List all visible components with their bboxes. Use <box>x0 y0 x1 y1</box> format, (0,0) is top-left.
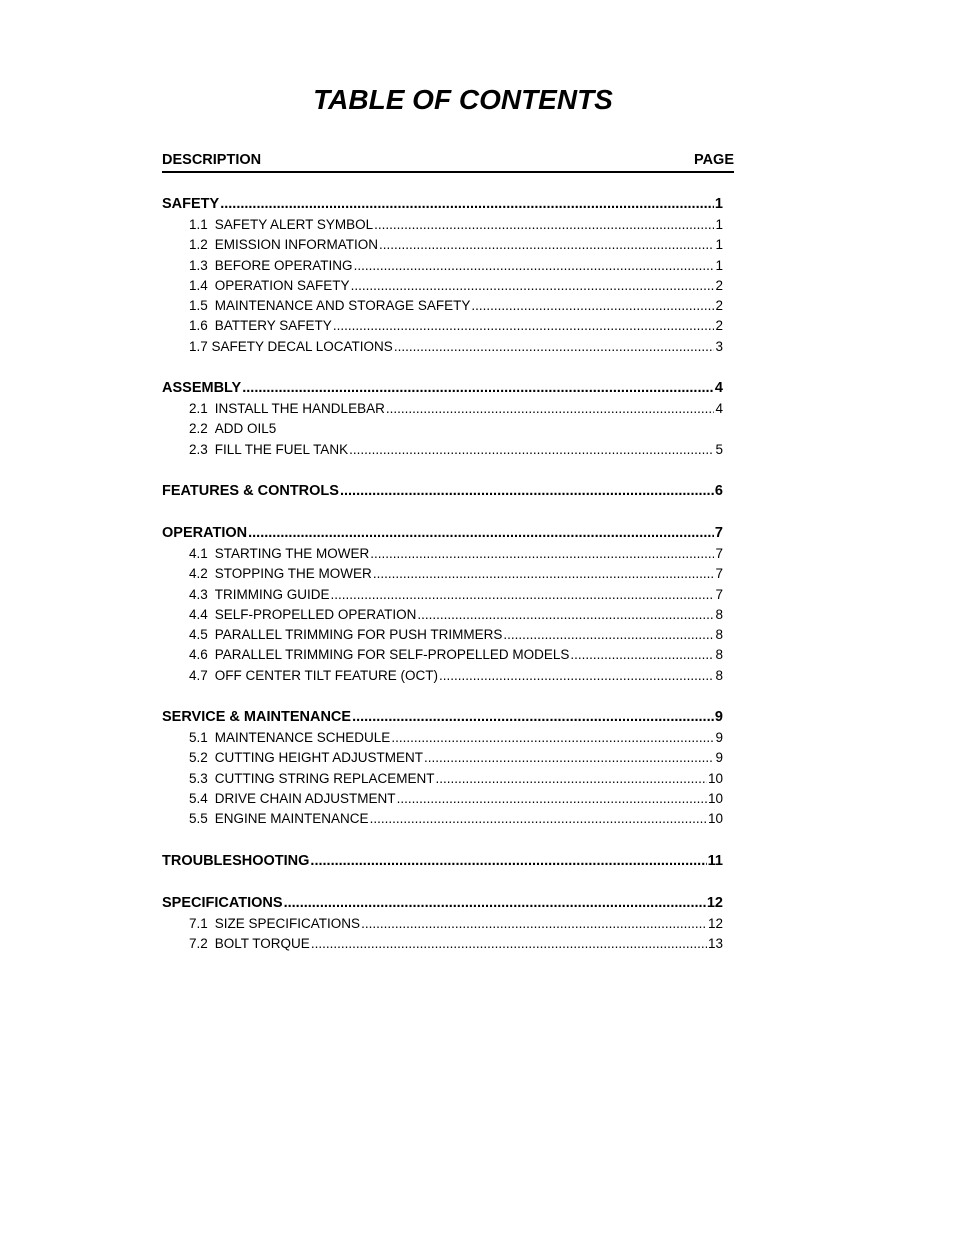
subsection-number: 2.2 <box>189 421 208 437</box>
toc-subsection-entry[interactable] <box>162 748 723 768</box>
subsection-page-number: 8 <box>715 667 723 683</box>
toc-subsection-entry[interactable] <box>162 934 723 954</box>
dot-leader <box>284 892 706 914</box>
toc-section-entry[interactable] <box>162 892 723 914</box>
toc-subsection-entry[interactable] <box>162 296 723 316</box>
dot-leader <box>503 625 714 645</box>
toc-section <box>162 892 723 955</box>
subsection-number: 1.5 <box>189 298 208 314</box>
toc-subsection-entry[interactable] <box>162 276 723 296</box>
subsection-label <box>189 914 360 934</box>
dot-leader <box>311 934 707 954</box>
toc-subsection-entry[interactable] <box>162 728 723 748</box>
section-title: SPECIFICATIONS <box>162 894 283 911</box>
toc-subsection-entry[interactable] <box>162 399 723 419</box>
toc-subsection-entry[interactable] <box>162 605 723 625</box>
subsection-label <box>189 399 385 419</box>
subsection-title: PARALLEL TRIMMING FOR PUSH TRIMMERS <box>214 627 503 643</box>
subsection-page-number: 1 <box>715 237 723 253</box>
subsection-title: BOLT TORQUE <box>214 935 310 951</box>
subsection-page-number: 8 <box>715 627 723 643</box>
dot-leader <box>374 215 714 235</box>
subsection-label <box>189 276 350 296</box>
subsection-number: 5.5 <box>189 811 208 827</box>
subsection-page-number: 13 <box>707 935 723 951</box>
page-title: TABLE OF CONTENTS <box>313 84 613 115</box>
subsection-number: 5.3 <box>189 770 208 786</box>
table-of-contents <box>162 193 723 974</box>
toc-subsection-entry[interactable] <box>162 585 723 605</box>
subsection-title: PARALLEL TRIMMING FOR SELF-PROPELLED MODELS <box>214 647 570 663</box>
subsection-title: ENGINE MAINTENANCE <box>214 811 369 827</box>
subsection-title: MAINTENANCE SCHEDULE <box>214 730 391 746</box>
dot-leader <box>424 748 714 768</box>
toc-subsection-entry[interactable] <box>162 564 723 584</box>
toc-section-entry[interactable] <box>162 193 723 215</box>
subsection-page-number: 7 <box>715 545 723 561</box>
subsection-number: 7.1 <box>189 915 208 931</box>
toc-subsection-entry[interactable] <box>162 645 723 665</box>
subsection-label <box>189 215 373 235</box>
dot-leader <box>436 769 707 789</box>
section-page-number: 4 <box>714 380 723 397</box>
dot-leader <box>373 564 715 584</box>
subsection-title: OPERATION SAFETY <box>214 277 350 293</box>
subsection-page-number: 2 <box>715 277 723 293</box>
subsection-title: TRIMMING GUIDE <box>214 586 330 602</box>
subsection-label <box>189 769 435 789</box>
subsection-number: 4.4 <box>189 606 208 622</box>
toc-section <box>162 480 723 502</box>
toc-section <box>162 706 723 829</box>
subsection-number: 1.2 <box>189 237 208 253</box>
subsection-number: 2.1 <box>189 401 208 417</box>
toc-subsection-entry[interactable] <box>162 769 723 789</box>
subsection-number: 5.4 <box>189 790 208 806</box>
subsection-label <box>189 337 393 357</box>
dot-leader <box>352 706 714 728</box>
subsection-label <box>189 316 332 336</box>
subsection-page-number: 8 <box>715 647 723 663</box>
subsection-number: 2.3 <box>189 441 208 457</box>
subsection-label <box>189 235 378 255</box>
subsection-page-number: 4 <box>715 401 723 417</box>
dot-leader <box>361 914 707 934</box>
toc-section <box>162 377 723 460</box>
dot-leader <box>397 789 707 809</box>
subsection-page-number: 7 <box>715 566 723 582</box>
dot-leader <box>394 337 715 357</box>
subsection-page-number: 7 <box>715 586 723 602</box>
section-title: OPERATION <box>162 524 248 541</box>
section-title: SERVICE & MAINTENANCE <box>162 709 352 726</box>
subsection-number: 5.2 <box>189 750 208 766</box>
page-column-header: PAGE <box>693 152 734 168</box>
subsection-label <box>189 625 502 645</box>
dot-leader <box>439 666 714 686</box>
subsection-title: INSTALL THE HANDLEBAR <box>214 401 385 417</box>
subsection-title: CUTTING HEIGHT ADJUSTMENT <box>214 750 424 766</box>
toc-subsection-entry[interactable] <box>162 215 723 235</box>
section-title: FEATURES & CONTROLS <box>162 482 339 499</box>
subsection-title: OFF CENTER TILT FEATURE (OCT) <box>214 667 439 683</box>
section-page-number: 7 <box>714 524 723 541</box>
subsection-number: 7.2 <box>189 935 208 951</box>
description-column-header: DESCRIPTION <box>162 152 262 168</box>
dot-leader <box>379 235 714 255</box>
dot-leader <box>471 296 714 316</box>
toc-subsection-entry[interactable] <box>162 914 723 934</box>
dot-leader <box>570 645 714 665</box>
subsection-number: 1.3 <box>189 257 208 273</box>
subsection-label <box>189 605 416 625</box>
subsection-label <box>189 748 423 768</box>
subsection-label <box>189 564 372 584</box>
section-page-number: 11 <box>707 852 723 869</box>
toc-subsection-entry[interactable] <box>162 235 723 255</box>
subsection-page-number: 1 <box>715 217 723 232</box>
section-title: ASSEMBLY <box>162 380 242 397</box>
subsection-title: MAINTENANCE AND STORAGE SAFETY <box>214 298 471 314</box>
dot-leader <box>386 399 715 419</box>
subsection-title: SAFETY ALERT SYMBOL <box>214 217 374 232</box>
subsection-number: 4.5 <box>189 627 208 643</box>
subsection-label <box>189 666 438 686</box>
subsection-number: 4.1 <box>189 545 208 561</box>
subsection-title: FILL THE FUEL TANK <box>214 441 349 457</box>
section-page-number: 12 <box>706 894 723 911</box>
subsection-number: 4.2 <box>189 566 208 582</box>
dot-leader <box>349 440 714 460</box>
toc-section-entry[interactable] <box>162 706 723 728</box>
subsection-number: 4.3 <box>189 586 208 602</box>
dot-leader <box>331 585 715 605</box>
dot-leader <box>370 809 707 829</box>
subsection-title: DRIVE CHAIN ADJUSTMENT <box>214 790 396 806</box>
subsection-label <box>189 296 470 316</box>
dot-leader <box>340 480 714 502</box>
subsection-title: STOPPING THE MOWER <box>214 566 372 582</box>
toc-subsection-entry[interactable] <box>162 625 723 645</box>
toc-section <box>162 850 723 872</box>
subsection-number: 5.1 <box>189 730 208 746</box>
subsection-number: 4.6 <box>189 647 208 663</box>
toc-section-entry[interactable] <box>162 522 723 544</box>
subsection-title: CUTTING STRING REPLACEMENT <box>214 770 435 786</box>
dot-leader <box>220 193 714 215</box>
toc-subsection-entry[interactable] <box>162 789 723 809</box>
toc-subsection-entry[interactable] <box>162 419 723 439</box>
subsection-page-number: 2 <box>715 318 723 334</box>
dot-leader <box>391 728 714 748</box>
subsection-number: 4.7 <box>189 667 208 683</box>
dot-leader <box>354 256 715 276</box>
subsection-label <box>189 809 369 829</box>
subsection-title: 1.7 SAFETY DECAL LOCATIONS <box>189 338 393 354</box>
dot-leader <box>242 377 714 399</box>
dot-leader <box>333 316 715 336</box>
subsection-label <box>189 934 310 954</box>
toc-section-entry[interactable] <box>162 480 723 502</box>
section-page-number: 9 <box>714 709 723 726</box>
dot-leader <box>351 276 715 296</box>
subsection-page-number: 10 <box>707 770 723 786</box>
subsection-label <box>189 419 276 439</box>
subsection-number: 1.4 <box>189 277 208 293</box>
subsection-title: EMISSION INFORMATION <box>214 237 379 253</box>
section-title: TROUBLESHOOTING <box>162 852 310 869</box>
subsection-page-number: 10 <box>707 811 723 827</box>
subsection-title: SIZE SPECIFICATIONS <box>214 915 361 931</box>
subsection-title: SELF-PROPELLED OPERATION <box>214 606 417 622</box>
toc-subsection-entry[interactable] <box>162 337 723 357</box>
dot-leader <box>248 522 714 544</box>
subsection-number: 1.6 <box>189 318 208 334</box>
section-page-number: 1 <box>714 196 723 212</box>
subsection-label <box>189 544 369 564</box>
subsection-title: BEFORE OPERATING <box>214 257 353 273</box>
subsection-page-number: 10 <box>707 790 723 806</box>
toc-header <box>162 151 734 173</box>
subsection-label <box>189 645 569 665</box>
subsection-page-number: 9 <box>715 750 723 766</box>
subsection-title: BATTERY SAFETY <box>214 318 332 334</box>
subsection-label <box>189 585 330 605</box>
subsection-page-number: 9 <box>715 730 723 746</box>
subsection-label <box>189 256 353 276</box>
subsection-title: STARTING THE MOWER <box>214 545 370 561</box>
subsection-label <box>189 728 390 748</box>
subsection-page-number: 1 <box>715 257 723 273</box>
subsection-label <box>189 440 348 460</box>
subsection-page-number: 12 <box>707 915 723 931</box>
subsection-page-number: 3 <box>715 338 723 354</box>
toc-subsection-entry[interactable] <box>162 544 723 564</box>
section-title: SAFETY <box>162 196 220 212</box>
dot-leader <box>417 605 714 625</box>
dot-leader <box>370 544 714 564</box>
toc-subsection-entry[interactable] <box>162 316 723 336</box>
toc-subsection-entry[interactable] <box>162 809 723 829</box>
dot-leader <box>310 850 706 872</box>
toc-section-entry[interactable] <box>162 850 723 872</box>
toc-section-entry[interactable] <box>162 377 723 399</box>
subsection-page-number: 5 <box>715 441 723 457</box>
subsection-page-number: 8 <box>715 606 723 622</box>
toc-subsection-entry[interactable] <box>162 440 723 460</box>
subsection-page-number: 2 <box>715 298 723 314</box>
toc-section <box>162 522 723 686</box>
subsection-title: ADD OIL5 <box>214 421 277 437</box>
subsection-number: 1.1 <box>189 217 208 232</box>
toc-section <box>162 193 723 357</box>
section-page-number: 6 <box>714 482 723 499</box>
toc-subsection-entry[interactable] <box>162 666 723 686</box>
subsection-label <box>189 789 396 809</box>
toc-subsection-entry[interactable] <box>162 256 723 276</box>
